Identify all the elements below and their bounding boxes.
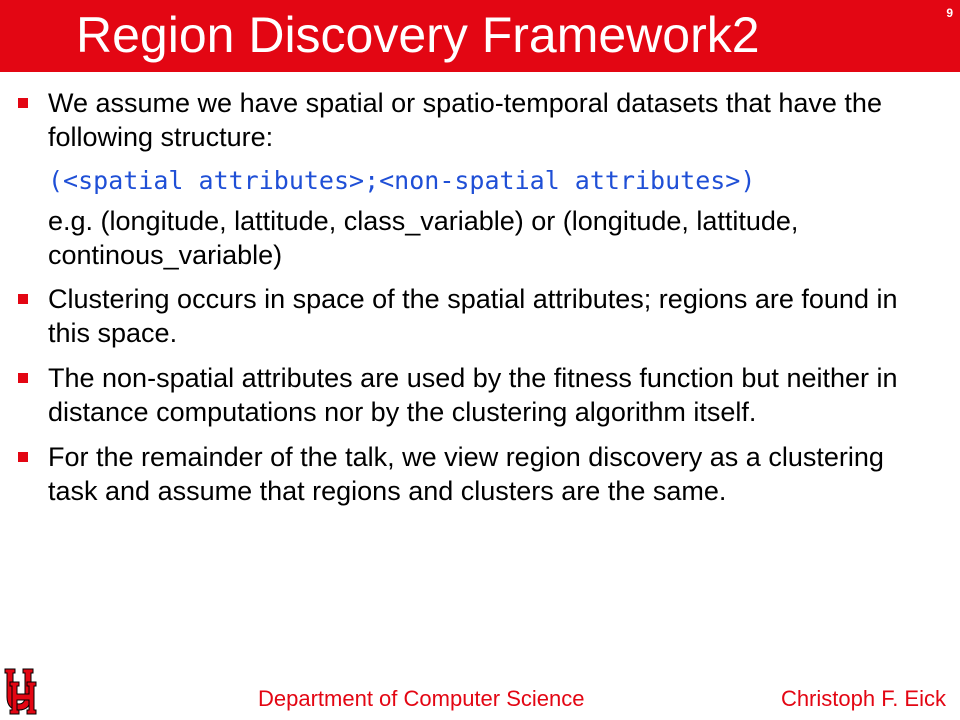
square-bullet-icon	[18, 373, 28, 383]
bullet-item	[14, 86, 914, 154]
square-bullet-icon	[18, 294, 28, 304]
square-bullet-icon	[18, 452, 28, 462]
bullet-item	[14, 282, 914, 350]
slide-number: 9	[946, 6, 953, 20]
title-bar	[0, 0, 960, 72]
footer-author: Christoph F. Eick	[780, 686, 946, 711]
slide-title: Region Discovery Framework2	[76, 7, 760, 63]
structure-code: (<spatial attributes>;<non-spatial attributes>)	[48, 166, 756, 195]
bullet-text: We assume we have spatial or spatio-temporal datasets that have the following structure:	[48, 88, 882, 152]
bullet-text: For the remainder of the talk, we view region discovery as a clustering task and assume that regions and clusters are the same.	[48, 442, 884, 506]
slide-body	[14, 86, 914, 508]
bullet-item	[14, 361, 914, 429]
footer-department: Department of Computer Science	[258, 686, 585, 711]
bullet-text: Clustering occurs in space of the spatial attributes; regions are found in this space.	[48, 284, 898, 348]
bullet-text: The non-spatial attributes are used by the fitness function but neither in distance computations nor by the clustering algorithm itself.	[48, 363, 898, 427]
bullet-item	[14, 440, 914, 508]
example-text: e.g. (longitude, lattitude, class_variable) or (longitude, lattitude, continous_variable)	[48, 206, 799, 270]
university-logo	[2, 666, 44, 718]
square-bullet-icon	[18, 98, 28, 108]
